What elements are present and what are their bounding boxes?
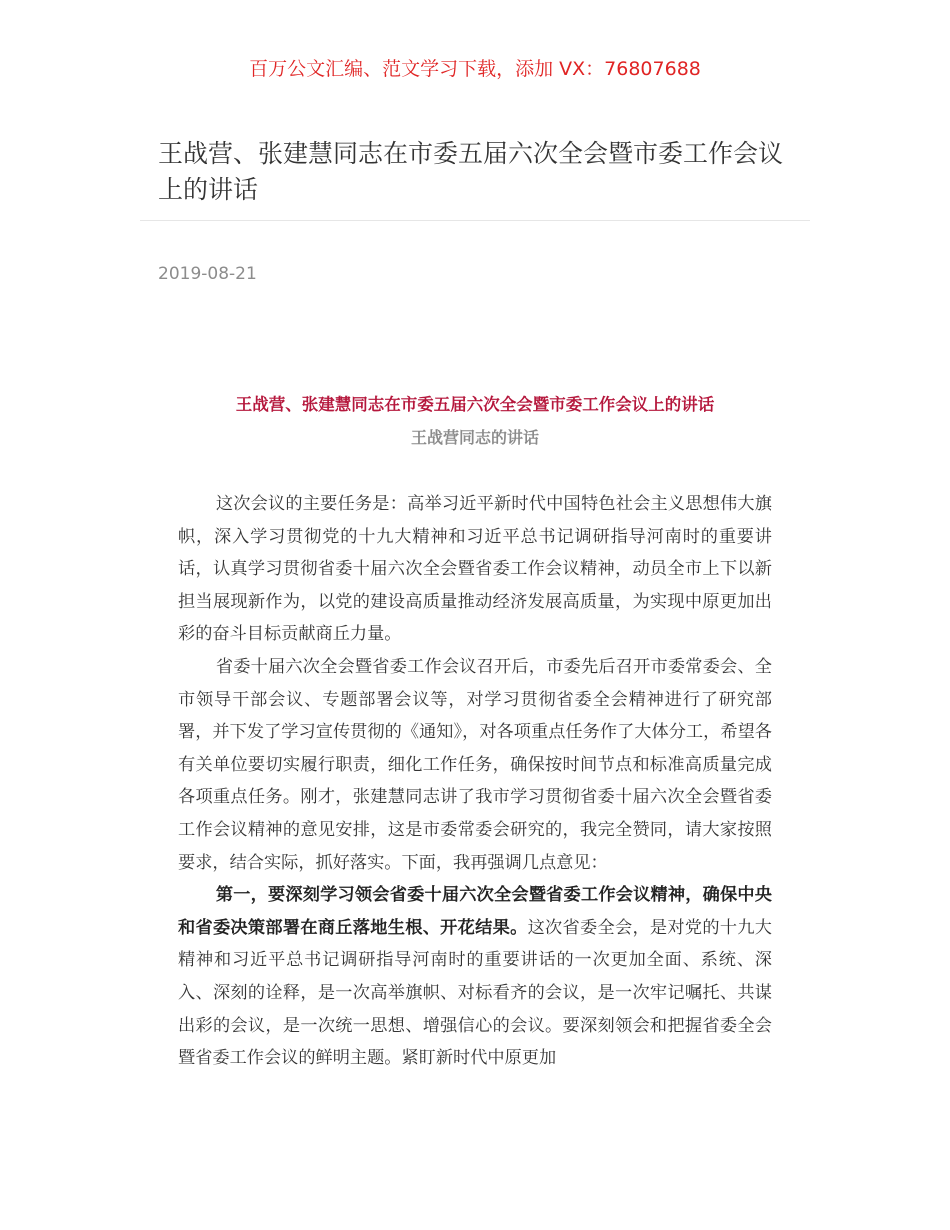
promo-banner: 百万公文汇编、范文学习下载，添加 VX：76807688: [249, 58, 701, 80]
paragraph-3-text: 这次省委全会，是对党的十九大精神和习近平总书记调研指导河南时的重要讲话的一次更加全面、系统、深入、深刻的诠释，是一次高举旗帜、对标看齐的会议，是一次牢记嘱托、共谋出彩的会议，是一次统一思想、增强信心的会议。要深刻领会和把握省委全会暨省委工作会议的鲜明主题。紧盯新时代中原更加: [178, 917, 772, 1069]
paragraph-2-text: 省委十届六次全会暨省委工作会议召开后，市委先后召开市委常委会、全市领导干部会议、专题部署会议等，对学习贯彻省委全会精神进行了研究部署，并下发了学习宣传贯彻的《通知》，对各项重点任务作了大体分工，希望各有关单位要切实履行职责，细化工作任务，确保按时间节点和标准高质量完成各项重点任务。刚才，张建慧同志讲了我市学习贯彻省委十届六次全会暨省委工作会议精神的意见安排，这是市委常委会研究的，我完全赞同，请大家按照要求，结合实际，抓好落实。下面，我再强调几点意见：: [178, 656, 772, 873]
paragraph-3-lead: 第一，要深刻学习领会省委十届六次全会暨省委工作会议精神，确保中央和省委决策部署在商丘落地生根、开花结果。: [178, 885, 772, 938]
paragraph-3: [178, 879, 772, 1075]
article-title: 王战营、张建慧同志在市委五届六次全会暨市委工作会议上的讲话: [158, 139, 784, 204]
body-title: 王战营、张建慧同志在市委五届六次全会暨市委工作会议上的讲话: [235, 395, 715, 414]
title-divider: [140, 220, 810, 221]
paragraph-1: [178, 488, 772, 651]
body-subtitle: 王战营同志的讲话: [410, 428, 539, 447]
article-body: [178, 488, 772, 1075]
publish-date: 2019-08-21: [158, 264, 257, 284]
paragraph-1-text: 这次会议的主要任务是：高举习近平新时代中国特色社会主义思想伟大旗帜，深入学习贯彻党的十九大精神和习近平总书记调研指导河南时的重要讲话，认真学习贯彻省委十届六次全会暨省委工作会议精神，动员全市上下以新担当展现新作为，以党的建设高质量推动经济发展高质量，为实现中原更加出彩的奋斗目标贡献商丘力量。: [178, 494, 772, 645]
paragraph-2: [178, 651, 772, 879]
